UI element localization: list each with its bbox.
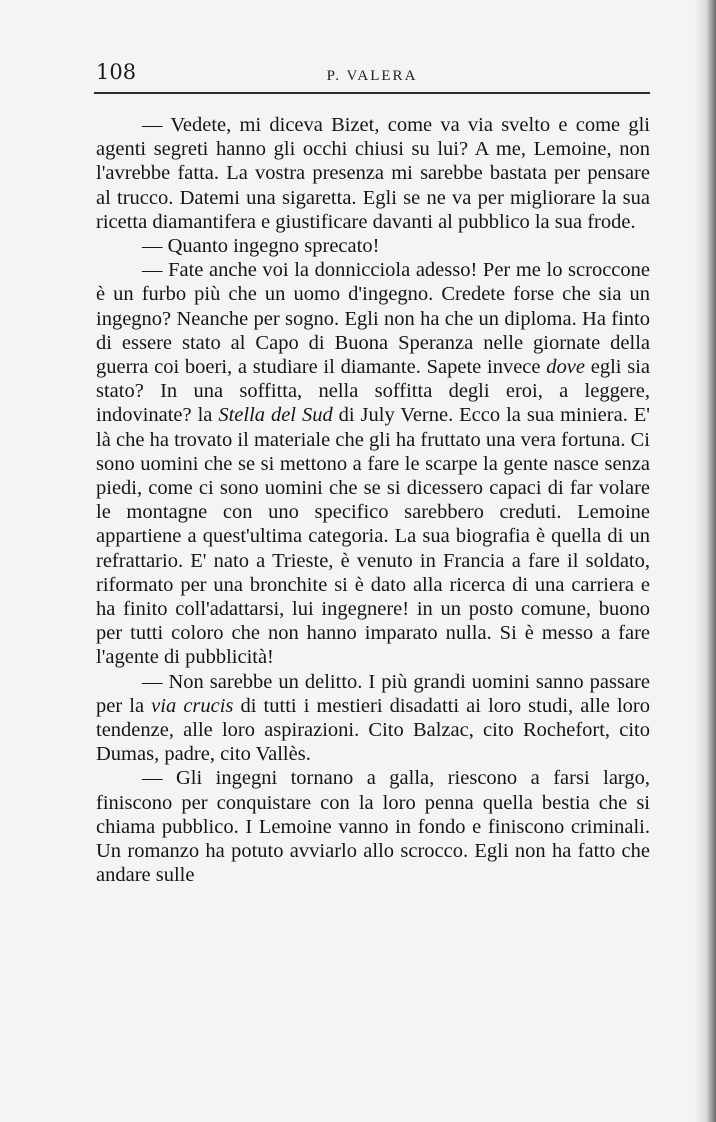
paragraph-3-part-1: — Fate anche voi la donnicciola adesso! Per me lo scroccone è un furbo più che un uomo d'ingegno. Credete forse che sia un ingegno? Neanche per sogno. Egli non ha che un diploma. Ha finto di essere stato al Capo di Buona Speranza nelle giornate della guerra coi boeri, a studiare il diamante. Sapete invece	[96, 259, 650, 379]
paragraph-4-part-2: di tutti i mestieri disadatti ai loro studi, alle loro tendenze, alle loro aspirazioni. Cito Balzac, cito Rochefort, cito Dumas, padre, cito Vallès.	[96, 694, 650, 766]
paragraph-5: — Gli ingegni tornano a galla, riescono a farsi largo, finiscono per conquistare con la loro penna quella bestia che si chiama pubblico. I Lemoine vanno in fondo e finiscono criminali. Un romanzo ha potuto avviarlo allo scrocco. Egli non ha fatto che andare sulle	[96, 767, 650, 887]
page-number: 108	[96, 60, 137, 84]
paragraph-4-part-1: — Non sarebbe un delitto. I più grandi uomini sanno passare per la	[96, 670, 650, 717]
paragraph-3-part-2: egli sia stato? In una soffitta, nella soffitta degli eroi, a leggere, indovinate? la	[96, 356, 651, 427]
paragraph-1: — Vedete, mi diceva Bizet, come va via svelto e come gli agenti segreti hanno gli occhi chiusi su lui? A me, Lemoine, non l'avrebbe fatta. La vostra presenza mi sarebbe bastata per pensare al trucco. Datemi una sigaretta. Egli se ne va per migliorare la sua ricetta diamantifera e giustificare davanti al pubblico la sua frode.	[96, 114, 650, 233]
running-head: P. VALERA	[326, 68, 418, 84]
paragraph-3-part-3: di July Verne. Ecco la sua miniera. E' là che ha trovato il materiale che gli ha fruttato una vera fortuna. Ci sono uomini che se si mettono a fare le scarpe la gente nasce senza piedi, come ci sono uomini che se si dicessero capaci di far volare le montagne con uno specifico sarebbero creduti. Lemoine appartiene a quest'ultima categoria. La sua biografia è quella di un refrattario. E' nato a Trieste, è venuto in Francia a fare il soldato, riformato per una bronchite si è dato alla ricerca di una carriera e ha finito coll'adattarsi, lui ingegnere! in un posto comune, buono per tutti coloro che non hanno imparato nulla. Si è messo a fare l'agente di pubblicità!	[96, 404, 650, 669]
paragraph-3-italic-title: Stella del Sud	[218, 404, 333, 427]
page-header	[96, 58, 648, 92]
header-rule	[94, 92, 650, 94]
page-edge-shadow	[694, 0, 716, 1122]
paragraph-4-italic-via-crucis: via crucis	[151, 694, 234, 717]
paragraph-3-italic-dove: dove	[546, 356, 585, 379]
body-text	[96, 113, 650, 888]
paragraph-2: — Quanto ingegno sprecato!	[142, 235, 380, 258]
paragraph-4	[96, 670, 650, 767]
paragraph-3	[96, 258, 650, 669]
